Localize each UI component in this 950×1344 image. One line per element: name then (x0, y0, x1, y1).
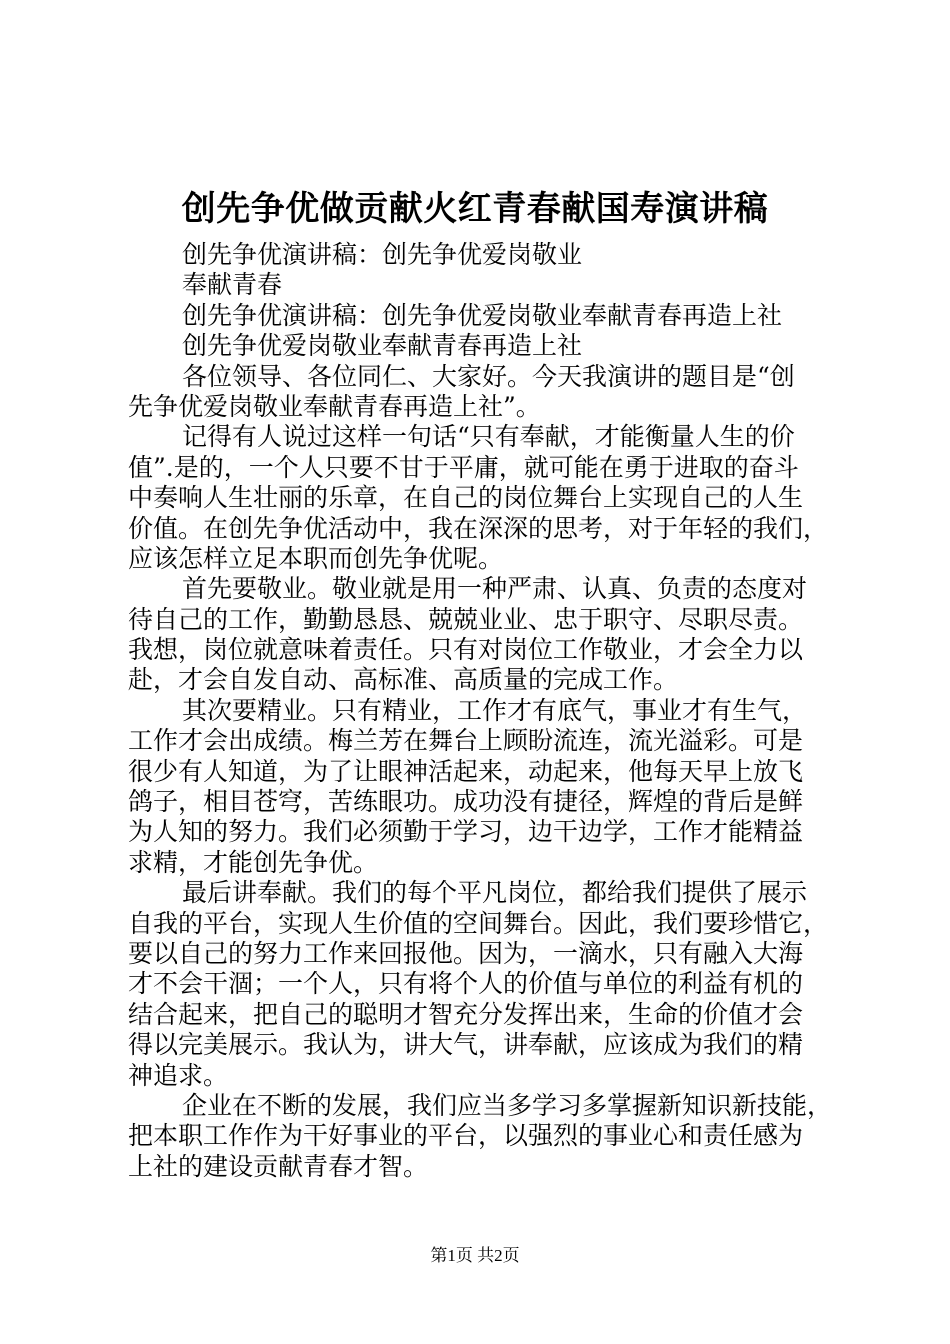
document-body (128, 240, 834, 1182)
body-line: 求精，才能创先争优。 (128, 847, 379, 877)
body-line: 自我的平台，实现人生价值的空间舞台。因此，我们要珍惜它， (128, 908, 829, 938)
body-line: 工作才会出成绩。梅兰芳在舞台上顾盼流连，流光溢彩。可是 (128, 726, 804, 756)
body-line: 为人知的努力。我们必须勤于学习，边干边学，工作才能精益 (128, 817, 804, 847)
body-line: 最后讲奉献。我们的每个平凡岗位，都给我们提供了展示 (182, 878, 808, 908)
body-line: 先争优爱岗敬业奉献青春再造上社”。 (128, 391, 541, 421)
body-line: 神追求。 (128, 1060, 229, 1090)
body-line: 结合起来，把自己的聪明才智充分发挥出来，生命的价值才会 (128, 999, 804, 1029)
body-line: 记得有人说过这样一句话“只有奉献，才能衡量人生的价 (182, 422, 795, 452)
body-line: 其次要精业。只有精业，工作才有底气，事业才有生气， (182, 695, 808, 725)
body-line: 创先争优爱岗敬业奉献青春再造上社 (182, 331, 583, 361)
body-line: 赴，才会自发自动、高标准、高质量的完成工作。 (128, 665, 679, 695)
body-line: 创先争优演讲稿：创先争优爱岗敬业 (182, 240, 583, 269)
body-line: 值”.是的，一个人只要不甘于平庸，就可能在勇于进取的奋斗 (128, 452, 799, 482)
body-line: 各位领导、各位同仁、大家好。今天我演讲的题目是“创 (182, 361, 795, 391)
body-line: 我想，岗位就意味着责任。只有对岗位工作敬业，才会全力以 (128, 635, 804, 665)
body-line: 要以自己的努力工作来回报他。因为，一滴水，只有融入大海 (128, 938, 804, 968)
body-line: 价值。在创先争优活动中，我在深深的思考，对于年轻的我们， (128, 513, 829, 543)
body-line: 鸽子，相目苍穹，苦练眼功。成功没有捷径，辉煌的背后是鲜 (128, 787, 804, 817)
page-footer: 第1页 共2页 (430, 1246, 520, 1265)
body-line: 首先要敬业。敬业就是用一种严肃、认真、负责的态度对 (182, 574, 808, 604)
body-line: 才不会干涸；一个人，只有将个人的价值与单位的利益有机的 (128, 969, 804, 999)
body-line: 应该怎样立足本职而创先争优呢。 (128, 543, 504, 573)
body-line: 奉献青春 (182, 270, 283, 300)
body-line: 把本职工作作为干好事业的平台，以强烈的事业心和责任感为 (128, 1121, 804, 1151)
body-line: 得以完美展示。我认为，讲大气，讲奉献，应该成为我们的精 (128, 1030, 804, 1060)
body-line: 企业在不断的发展，我们应当多学习多掌握新知识新技能， (182, 1090, 833, 1120)
document-title: 创先争优做贡献火红青春献国寿演讲稿 (181, 189, 769, 229)
body-line: 中奏响人生壮丽的乐章，在自己的岗位舞台上实现自己的人生 (128, 483, 804, 513)
body-line: 创先争优演讲稿：创先争优爱岗敬业奉献青春再造上社 (182, 300, 783, 330)
body-line: 待自己的工作，勤勤恳恳、兢兢业业、忠于职守、尽职尽责。 (128, 604, 804, 634)
body-line: 很少有人知道，为了让眼神活起来，动起来，他每天早上放飞 (128, 756, 804, 786)
body-line: 上社的建设贡献青春才智。 (128, 1151, 429, 1181)
